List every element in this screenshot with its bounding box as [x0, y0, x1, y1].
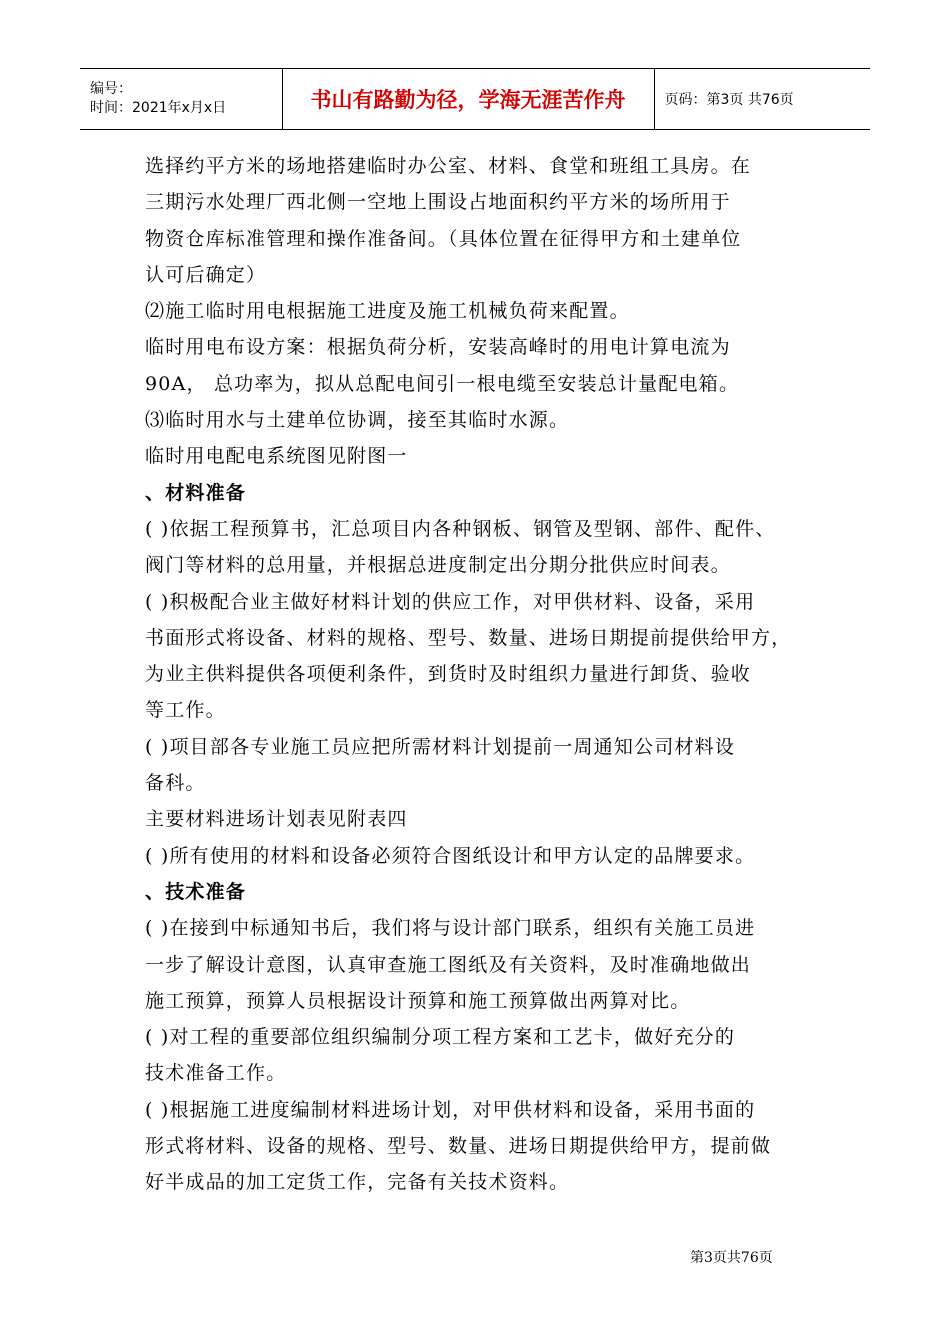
- page-header: [80, 68, 870, 130]
- header-motto-cell: [282, 69, 654, 130]
- body-line: 等工作。: [145, 699, 226, 722]
- body-line: 主要材料进场计划表见附表四: [145, 808, 408, 831]
- body-line: 90A， 总功率为，拟从总配电间引一根电缆至安装总计量配电箱。: [145, 372, 740, 395]
- document-date-label: 时间：2021年x月x日: [90, 100, 227, 116]
- body-line: ⑵施工临时用电根据施工进度及施工机械负荷来配置。: [145, 300, 630, 323]
- body-line: ( )项目部各专业施工员应把所需材料计划提前一周通知公司材料设: [145, 735, 736, 758]
- body-line: 书面形式将设备、材料的规格、型号、数量、进场日期提前提供给甲方，: [145, 626, 792, 649]
- body-line: 临时用电配电系统图见附图一: [145, 445, 408, 468]
- header-page-number: 页码：第3页 共76页: [664, 92, 794, 108]
- body-line: 阀门等材料的总用量，并根据总进度制定出分期分批供应时间表。: [145, 554, 731, 577]
- body-line: 施工预算，预算人员根据设计预算和施工预算做出两算对比。: [145, 989, 691, 1012]
- body-line: 物资仓库标准管理和操作准备间。（具体位置在征得甲方和土建单位: [145, 227, 742, 250]
- document-number-label: 编号：: [90, 81, 132, 97]
- body-line: ( )积极配合业主做好材料计划的供应工作，对甲供材料、设备，采用: [145, 590, 756, 613]
- body-line: 为业主供料提供各项便利条件，到货时及时组织力量进行卸货、验收: [145, 663, 752, 686]
- body-line: ⑶临时用水与土建单位协调，接至其临时水源。: [145, 409, 570, 432]
- body-line: 好半成品的加工定货工作，完备有关技术资料。: [145, 1171, 570, 1194]
- body-line: 技术准备工作。: [145, 1062, 287, 1085]
- section-heading: 、材料准备: [145, 481, 247, 504]
- body-line: ( )在接到中标通知书后，我们将与设计部门联系，组织有关施工员进: [145, 917, 756, 940]
- section-heading: 、技术准备: [145, 880, 247, 903]
- body-line: ( )所有使用的材料和设备必须符合图纸设计和甲方认定的品牌要求。: [145, 844, 756, 867]
- header-motto: 书山有路勤为径，学海无涯苦作舟: [310, 88, 626, 112]
- footer-page-number: 第3页共76页: [690, 1250, 773, 1266]
- header-meta: [80, 69, 282, 130]
- body-line: 临时用电布设方案：根据负荷分析，安装高峰时的用电计算电流为: [145, 336, 731, 359]
- body-line: 一步了解设计意图，认真审查施工图纸及有关资料，及时准确地做出: [145, 953, 752, 976]
- body-line: ( )根据施工进度编制材料进场计划，对甲供材料和设备，采用书面的: [145, 1098, 756, 1121]
- body-line: 选择约平方米的场地搭建临时办公室、材料、食堂和班组工具房。在: [145, 155, 752, 177]
- page-footer: [690, 1247, 870, 1267]
- header-page-cell: [654, 69, 870, 130]
- body-line: 三期污水处理厂西北侧一空地上围设占地面积约平方米的场所用于: [145, 191, 731, 214]
- body-line: 认可后确定）: [145, 263, 267, 286]
- body-line: ( )对工程的重要部位组织编制分项工程方案和工艺卡，做好充分的: [145, 1026, 736, 1049]
- body-line: ( )依据工程预算书，汇总项目内各种钢板、钢管及型钢、部件、配件、: [145, 517, 776, 540]
- body-line: 备科。: [145, 772, 206, 795]
- document-body: [145, 148, 825, 1201]
- body-line: 形式将材料、设备的规格、型号、数量、进场日期提供给甲方，提前做: [145, 1135, 772, 1158]
